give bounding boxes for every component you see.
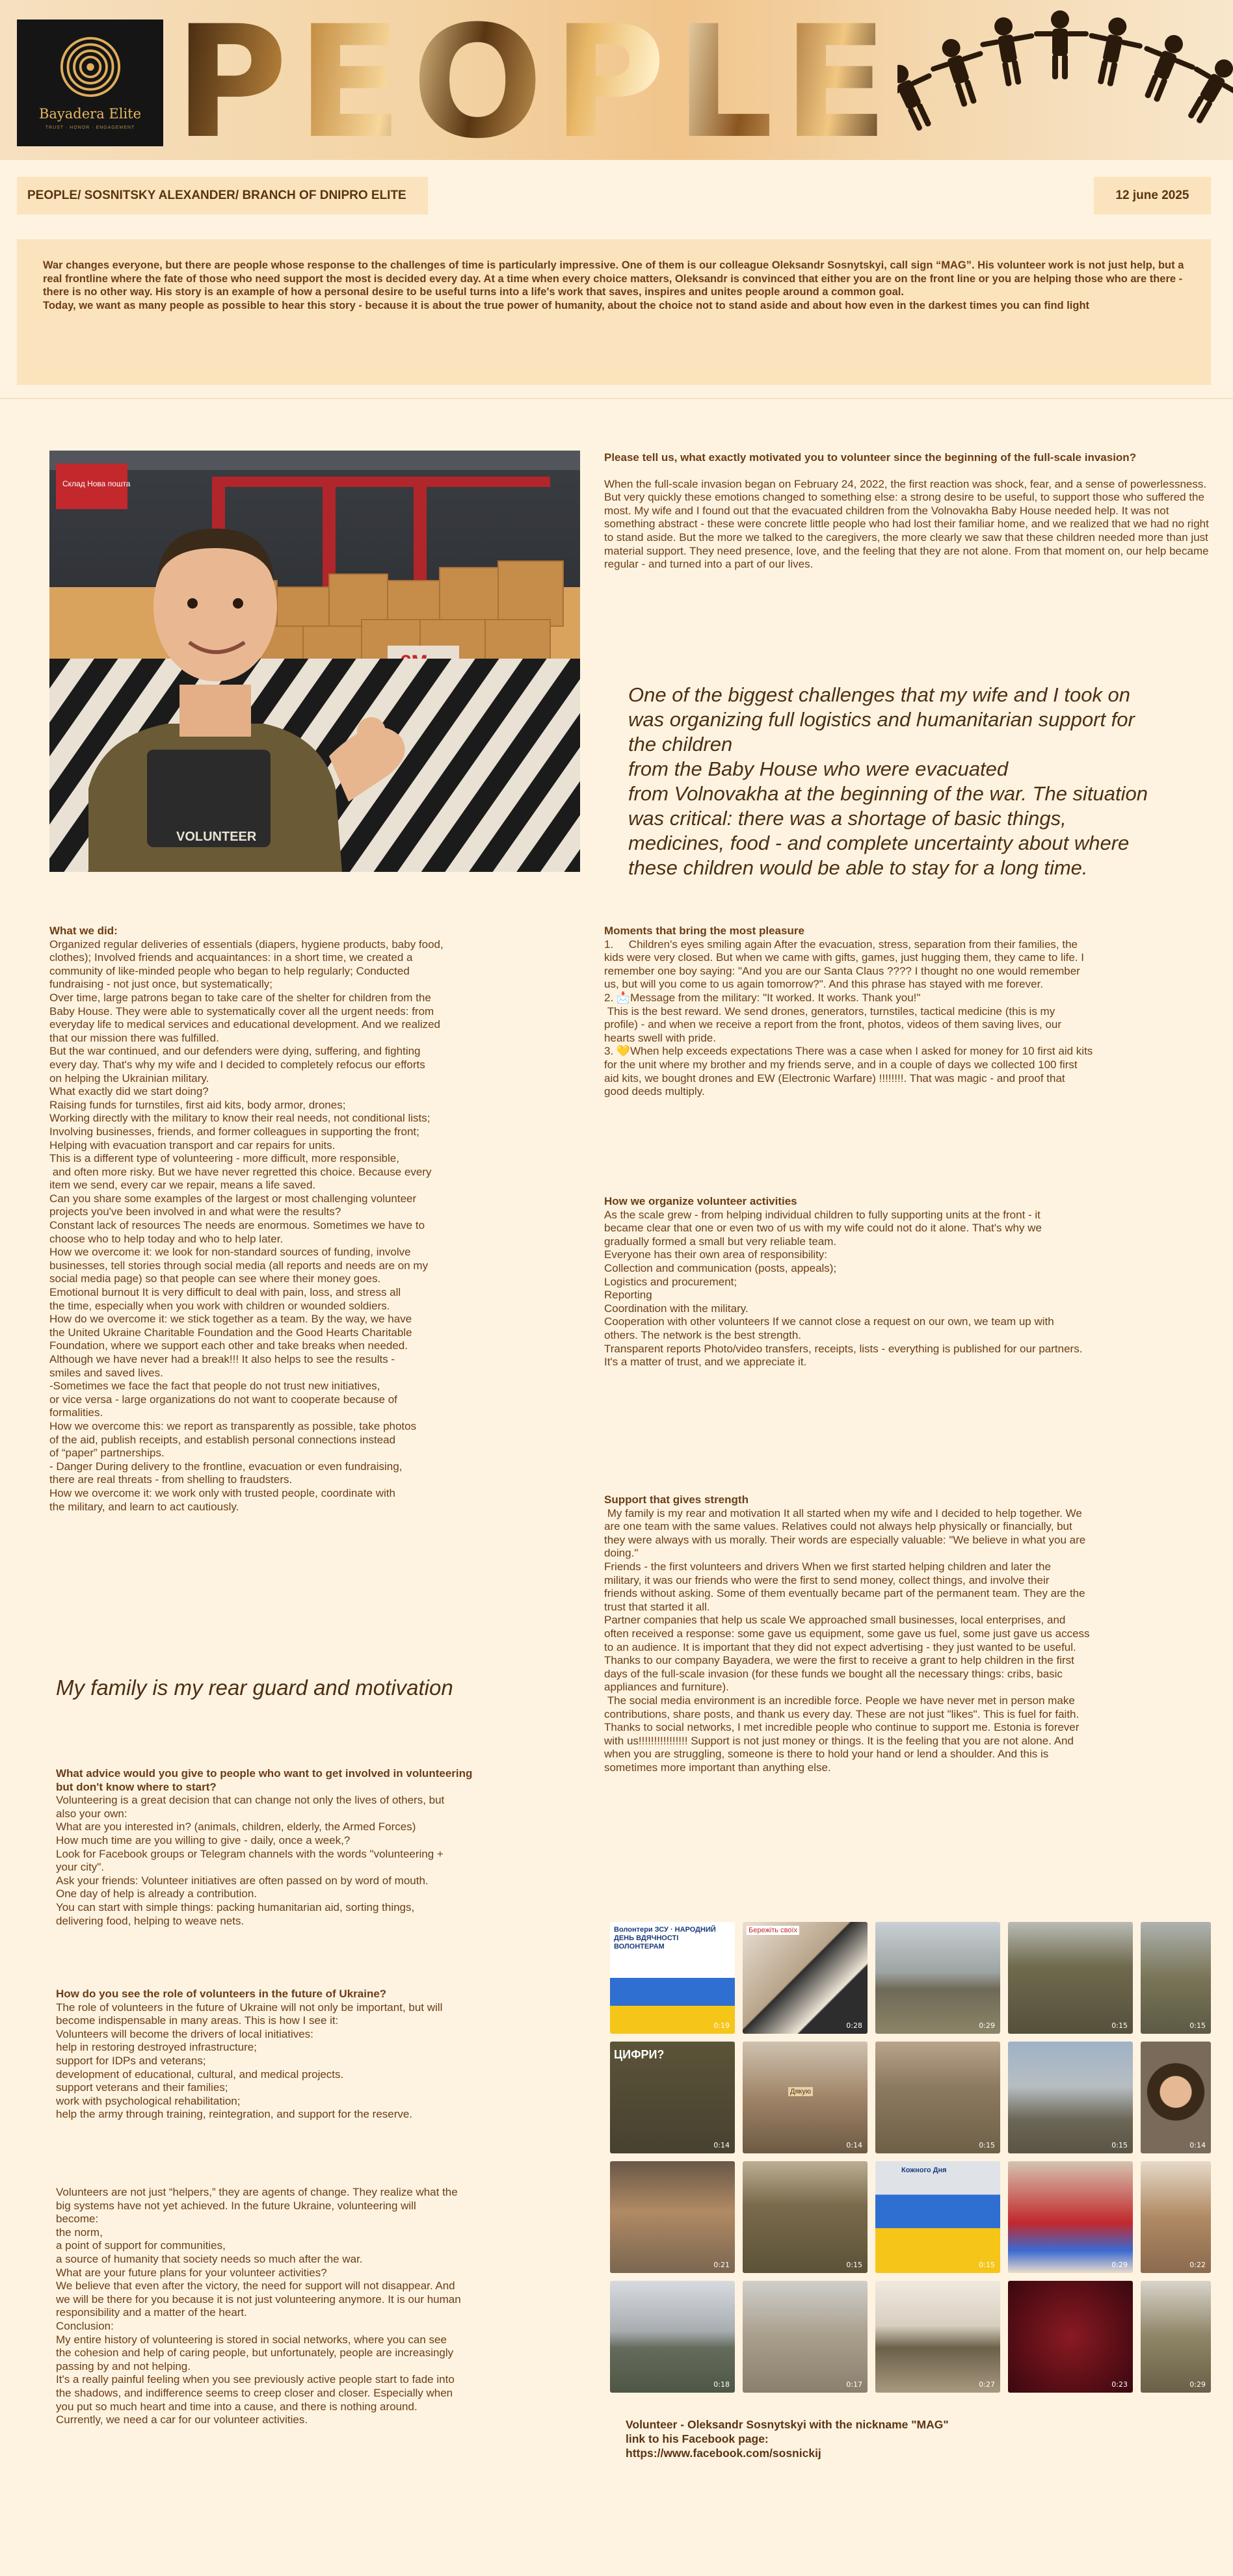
thumbnail-caption: Дякую <box>788 2087 813 2096</box>
section-line: of the aid, publish receipts, and establish personal connections instead <box>49 1433 396 1446</box>
section-line: Can you share some examples of the largest or most challenging volunteer <box>49 1192 417 1205</box>
concentric-rings-icon <box>59 36 122 98</box>
section-line: on helping the Ukrainian military. <box>49 1071 209 1084</box>
section-line: fundraising - not just once, but systematically; <box>49 978 272 991</box>
section-line: Friends - the first volunteers and drivers When we first started helping children and later the <box>604 1560 1051 1573</box>
section-line: Everyone has their own area of responsibility: <box>604 1248 828 1261</box>
quote-line: from the Baby House who were evacuated <box>628 757 1009 780</box>
banner-title: PEOPLE <box>174 0 898 160</box>
thumbnail-caption: ЦИФРИ? <box>614 2048 665 2061</box>
credit-line: link to his Facebook page: <box>626 2432 769 2445</box>
section-line: How we overcome it: we look for non-standard sources of funding, involve <box>49 1246 411 1259</box>
logo-tagline: TRUST · HONOR · ENGAGEMENT <box>45 125 135 130</box>
section-line: everyday life to medical services and educational development. And we realized <box>49 1018 441 1031</box>
section-line: Partner companies that help us scale We approached small businesses, local enterprises, and <box>604 1614 1066 1627</box>
section-line: One day of help is already a contribution. <box>56 1887 258 1900</box>
warehouse-sign: Склад Нова пошта <box>62 479 131 488</box>
video-duration: 0:29 <box>1189 2380 1206 2389</box>
section-line: of “paper” partnerships. <box>49 1447 165 1460</box>
section-line: Volunteers are not just “helpers,” they are agents of change. They realize what the <box>56 2186 458 2198</box>
section-line: Currently, we need a car for our volunteer activities. <box>56 2413 308 2426</box>
section-line: 3. 💛When help exceeds expectations There was a case when I asked for money for 10 first aid kits <box>604 1045 1093 1058</box>
section-line: are one team with the same values. Relatives could not always help physically or financially, but <box>604 1520 1072 1533</box>
section-line: It's a really painful feeling when you see previously active people start to fade into <box>56 2373 455 2386</box>
section-line: Volunteers will become the drivers of local initiatives: <box>56 2027 313 2040</box>
section-line: Reporting <box>604 1289 652 1302</box>
section-line: The role of volunteers in the future of Ukraine will not only be important, but will <box>56 2001 443 2014</box>
section-line: and often more risky. But we have never regretted this choice. Because every <box>49 1165 432 1178</box>
video-thumbnail[interactable] <box>610 2281 735 2393</box>
video-duration: 0:29 <box>1111 2261 1128 2269</box>
video-duration: 0:17 <box>846 2380 862 2389</box>
section-heading: Support that gives strength <box>604 1493 749 1506</box>
section-line: they were always with us morally. Their words are especially valuable: "We believe in what you are <box>604 1533 1086 1546</box>
section-line: with us!!!!!!!!!!!!!!!! Support is not just money or things. It is the feeling that you are not alone. And <box>604 1734 1074 1747</box>
section-line: Thanks to our company Bayadera, we were the first to receive a grant to help children in the first <box>604 1654 1074 1667</box>
video-thumbnail[interactable] <box>743 2042 868 2153</box>
section-line: But the war continued, and our defenders were dying, suffering, and fighting <box>49 1045 421 1058</box>
video-duration: 0:15 <box>1189 2021 1206 2030</box>
section-line: the United Ukraine Charitable Foundation and the Good Hearts Charitable <box>49 1326 412 1339</box>
thumbnail-caption: Волонтери ЗСУ · НАРОДНИЙ ДЕНЬ ВДЯЧНОСТІ ВОЛОНТЕРАМ <box>614 1926 716 1951</box>
section-heading: How do you see the role of volunteers in the future of Ukraine? <box>56 1988 387 2000</box>
intro-paragraph: Today, we want as many people as possible to hear this story - because it is about the true power of humanity, about the choice not to stand aside and about how even in the darkest times you can find light <box>43 299 1090 311</box>
video-thumbnail[interactable] <box>743 2161 868 2273</box>
section-line: others. The network is the best strength. <box>604 1328 802 1341</box>
section-future <box>56 1988 589 2122</box>
section-line: support veterans and their families; <box>56 2081 228 2094</box>
breadcrumb[interactable]: PEOPLE/ SOSNITSKY ALEXANDER/ BRANCH OF DNIPRO ELITE <box>17 177 428 215</box>
video-duration: 0:14 <box>1189 2141 1206 2149</box>
video-thumbnail[interactable] <box>610 2042 735 2153</box>
section-advice <box>56 1767 589 1928</box>
section-line: hearts swell with pride. <box>604 1031 716 1044</box>
video-duration: 0:22 <box>1189 2261 1206 2269</box>
section-line: Organized regular deliveries of essentials (diapers, hygiene products, baby food, <box>49 938 444 951</box>
video-thumbnail[interactable] <box>875 2281 1000 2393</box>
section-line: What are you interested in? (animals, children, elderly, the Armed Forces) <box>56 1820 416 1833</box>
section-line: Involving businesses, friends, and former colleagues in supporting the front; <box>49 1125 419 1138</box>
video-thumbnail[interactable] <box>1141 2042 1211 2153</box>
section-line: How do we overcome it: we stick together as a team. By the way, we have <box>49 1313 412 1326</box>
section-line: also your own: <box>56 1807 127 1820</box>
section-line: a point of support for communities, <box>56 2239 226 2252</box>
section-heading: What advice would you give to people who want to get involved in volunteering <box>56 1767 473 1780</box>
quote-line: medicines, food - and complete uncertainty about where <box>628 832 1130 854</box>
section-line: Volunteering is a great decision that can change not only the lives of others, but <box>56 1794 445 1807</box>
video-duration: 0:15 <box>1111 2021 1128 2030</box>
video-thumbnail[interactable] <box>1008 2042 1133 2153</box>
section-line: My family is my rear and motivation It all started when my wife and I decided to help together. We <box>604 1506 1082 1519</box>
video-thumbnail[interactable] <box>875 1922 1000 2034</box>
section-line: delivering food, helping to weave nets. <box>56 1914 245 1927</box>
volunteer-credit <box>626 2417 949 2460</box>
section-line: How we overcome this: we report as transparently as possible, take photos <box>49 1419 417 1432</box>
section-line: Although we have never had a break!!! It also helps to see the results - <box>49 1353 395 1365</box>
section-line: It's a matter of trust, and we appreciate it. <box>604 1356 807 1369</box>
section-line: How we overcome it: we work only with trusted people, coordinate with <box>49 1486 395 1499</box>
section-line: became clear that one or even two of us with my wife could not do it alone. That's why we <box>604 1222 1042 1235</box>
warehouse-scene <box>49 451 580 872</box>
credit-line: Volunteer - Oleksandr Sosnytskyi with the nickname "MAG" <box>626 2418 949 2431</box>
section-line: Collection and communication (posts, appeals); <box>604 1261 837 1274</box>
video-duration: 0:14 <box>713 2141 730 2149</box>
section-line: Look for Facebook groups or Telegram channels with the words "volunteering + <box>56 1847 444 1860</box>
thumbnail-caption: Бережіть своїх <box>747 1926 799 1935</box>
hero-banner <box>0 0 1233 160</box>
section-line: the shadows, and indifference seems to creep closer and closer. Especially when <box>56 2386 453 2399</box>
video-thumbnail[interactable] <box>743 2281 868 2393</box>
section-line: responsibility and a matter of the heart. <box>56 2306 247 2319</box>
video-thumbnail[interactable] <box>1008 1922 1133 2034</box>
section-line: become indispensable in many areas. This is how I see it: <box>56 2014 339 2027</box>
section-line: every day. That's why my wife and I decided to completely refocus our efforts <box>49 1058 425 1071</box>
video-duration: 0:27 <box>979 2380 995 2389</box>
quote-line: was organizing full logistics and humanitarian support for <box>628 708 1135 731</box>
section-line: businesses, tell stories through social media (all reports and needs are on my <box>49 1259 429 1272</box>
section-line: Cooperation with other volunteers If we cannot close a request on our own, we team up with <box>604 1315 1054 1328</box>
section-line: help in restoring destroyed infrastructure; <box>56 2041 257 2054</box>
section-line: trust that started it all. <box>604 1600 710 1613</box>
section-line: the military, and learn to act cautiously. <box>49 1500 239 1513</box>
video-duration: 0:21 <box>713 2261 730 2269</box>
section-line: that our mission there was fulfilled. <box>49 1031 219 1044</box>
video-duration: 0:15 <box>1111 2141 1128 2149</box>
section-line: Conclusion: <box>56 2319 114 2332</box>
section-line: Raising funds for turnstiles, first aid kits, body armor, drones; <box>49 1098 346 1111</box>
section-heading: Moments that bring the most pleasure <box>604 925 804 937</box>
section-line: the norm, <box>56 2226 103 2239</box>
section-line: to an audience. It is important that they did not expect advertising - they just wanted to be useful. <box>604 1640 1076 1653</box>
section-line: Working directly with the military to know their real needs, not conditional lists; <box>49 1112 431 1125</box>
video-duration: 0:15 <box>846 2261 862 2269</box>
section-organize <box>604 1195 1215 1369</box>
section-heading: How we organize volunteer activities <box>604 1195 797 1207</box>
section-line: Constant lack of resources The needs are enormous. Sometimes we have to <box>49 1219 425 1232</box>
section-line: community of like-minded people who began to help regularly; Conducted <box>49 964 410 977</box>
video-thumbnail[interactable] <box>1008 2161 1133 2273</box>
section-line: - Danger During delivery to the frontline, evacuation or even fundraising, <box>49 1460 403 1473</box>
section-line: development of educational, cultural, and medical projects. <box>56 2068 344 2081</box>
video-duration: 0:23 <box>1111 2380 1128 2389</box>
section-line: work with psychological rehabilitation; <box>56 2094 241 2107</box>
video-thumbnail[interactable] <box>875 2042 1000 2153</box>
section-line: military, it was our friends who were the first to send money, collect things, and involve their <box>604 1573 1050 1586</box>
section-line: What exactly did we start doing? <box>49 1085 209 1098</box>
section-line: social media page) so that people can see where their money goes. <box>49 1272 381 1285</box>
section-line: good deeds multiply. <box>604 1085 705 1098</box>
video-thumbnail[interactable] <box>1008 2281 1133 2393</box>
section-agents-of-change <box>56 2186 589 2427</box>
publish-date: 12 june 2025 <box>1094 177 1211 215</box>
video-gallery <box>610 1922 1211 2398</box>
section-line: This is a different type of volunteering - more difficult, more responsible, <box>49 1152 399 1165</box>
section-line: big systems have not yet achieved. In the future Ukraine, volunteering will <box>56 2199 416 2212</box>
section-line: a source of humanity that society needs so much after the war. <box>56 2252 363 2265</box>
section-body: When the full-scale invasion began on February 24, 2022, the first reaction was shock, fear, and a sense of powerlessness. But very quickly these emotions changed to something else: a strong desire to be useful, to support those who suffered the most. My wife and I found out that the evacuated children from the Volnovakha Baby House needed help. It was not something abstract - these were concrete little people who had lost their familiar home, and we realized that we had no right to stand aside. But the more we talked to the caregivers, the more clearly we saw that these children needed more than just material support. They need presence, love, and the feeling that they are not alone. From that moment on, our help became regular - and turned into a part of our lives. <box>604 477 1212 571</box>
section-line: profile) - and when we receive a report from the front, photos, videos of them saving lives, our <box>604 1018 1062 1031</box>
section-line: friends without asking. Some of them eventually became part of the permanent team. They are the <box>604 1587 1085 1600</box>
section-line: Logistics and procurement; <box>604 1275 737 1288</box>
video-duration: 0:18 <box>713 2380 730 2389</box>
video-duration: 0:15 <box>979 2141 995 2149</box>
section-line: clothes); Involved friends and acquaintances: in a short time, we created a <box>49 951 413 964</box>
thumbnail-caption: Кожного Дня <box>901 2166 947 2174</box>
section-line: choose who to help today and who to help later. <box>49 1232 284 1245</box>
section-line: Baby House. They were able to systematically cover all the urgent needs: from <box>49 1005 434 1018</box>
section-line: doing." <box>604 1547 639 1560</box>
video-thumbnail[interactable] <box>875 2161 1000 2273</box>
video-duration: 0:19 <box>713 2021 730 2030</box>
video-thumbnail[interactable] <box>1141 1922 1211 2034</box>
section-what-we-did <box>49 925 583 1514</box>
quote-line: from Volnovakha at the beginning of the war. The situation <box>628 782 1148 805</box>
paper-people-chain-icon <box>897 0 1233 160</box>
section-line: What are your future plans for your volunteer activities? <box>56 2266 327 2279</box>
video-thumbnail[interactable] <box>1141 2161 1211 2273</box>
shirt-print: VOLUNTEER <box>176 830 257 844</box>
section-line: sometimes more important than anything else. <box>604 1761 831 1774</box>
section-line: 2. 📩Message from the military: "It worked. It works. Thank you!" <box>604 991 921 1004</box>
section-line: item we send, every car we repair, means a life saved. <box>49 1179 316 1192</box>
section-line: days of the full-scale invasion (for these funds we bought all the necessary things: cribs, basic <box>604 1667 1063 1680</box>
section-line: us, but will you come to us again tomorrow?". And this phrase has stayed with me forever. <box>604 978 1044 991</box>
section-line: you put so much heart and time into a cause, and there is nothing around. <box>56 2400 418 2413</box>
section-line: for the unit where my brother and my friends serve, and in a couple of days we collected 100 first <box>604 1058 1078 1071</box>
section-line: As the scale grew - from helping individual children to fully supporting units at the front - it <box>604 1208 1041 1221</box>
section-line: become: <box>56 2213 99 2226</box>
quote-line: the children <box>628 733 733 756</box>
video-thumbnail[interactable] <box>610 2161 735 2273</box>
section-divider <box>0 398 1233 399</box>
section-line: Ask your friends: Volunteer initiatives are often passed on by word of mouth. <box>56 1874 429 1887</box>
section-line: the cohesion and help of caring people, but unfortunately, people are increasingly <box>56 2346 454 2359</box>
section-line: appliances and furniture). <box>604 1681 729 1694</box>
section-line: -Sometimes we face the fact that people do not trust new initiatives, <box>49 1380 380 1393</box>
section-motivation <box>604 451 1215 572</box>
video-thumbnail[interactable] <box>610 1922 735 2034</box>
video-duration: 0:15 <box>979 2261 995 2269</box>
video-duration: 0:28 <box>846 2021 862 2030</box>
video-thumbnail[interactable] <box>743 1922 868 2034</box>
pull-quote <box>628 683 1213 880</box>
section-line: This is the best reward. We send drones, generators, turnstiles, tactical medicine (this is my <box>604 1005 1055 1018</box>
section-line: your city". <box>56 1861 105 1874</box>
facebook-link[interactable]: https://www.facebook.com/sosnickij <box>626 2447 821 2460</box>
quote-line: these children would be able to stay for a long time. <box>628 856 1088 879</box>
section-line: Foundation, where we support each other and take breaks when needed. <box>49 1339 408 1352</box>
section-line: there are real threats - from shelling to fraudsters. <box>49 1473 293 1486</box>
section-line: Coordination with the military. <box>604 1302 749 1315</box>
section-line: contributions, share posts, and thank us every day. These are not just "likes". This is fuel for faith. <box>604 1707 1080 1720</box>
quote-line: was critical: there was a shortage of basic things, <box>628 807 1067 830</box>
pull-quote-family: My family is my rear guard and motivation <box>56 1676 453 1700</box>
section-line: Over time, large patrons began to take care of the shelter for children from the <box>49 991 431 1004</box>
section-heading: What we did: <box>49 925 118 937</box>
section-line: Thanks to social networks, I met incredible people who continue to support me. Estonia is forever <box>604 1721 1080 1734</box>
section-heading: Please tell us, what exactly motivated you to volunteer since the beginning of the full-scale invasion? <box>604 451 1137 464</box>
section-line: remember one boy saying: "And you are our Santa Claus ???? I thought no one would remember <box>604 964 1080 977</box>
volunteer-photo <box>49 451 580 872</box>
section-line: passing by and not helping. <box>56 2359 191 2372</box>
video-duration: 0:14 <box>846 2141 862 2149</box>
section-line: kids were very closed. But when we came with gifts, games, just hugging them, they came to life. I <box>604 951 1084 964</box>
intro-panel <box>17 239 1211 385</box>
section-line: My entire history of volunteering is stored in social networks, where you can see <box>56 2333 447 2346</box>
intro-paragraph: War changes everyone, but there are people whose response to the challenges of time is particularly impressive. One of them is our colleague Oleksandr Sosnytskyi, call sign “MAG”. His volunteer work is not just help, but a real frontline where the fate of those who need support the most is decided every day. At a time when every choice matters, Oleksandr is convinced that either you are on the front line or you are helping those who are there - there is no other way. His story is an example of how a personal desire to be useful turns into a life's work that saves, inspires and unites people around a common goal. <box>43 259 1184 298</box>
section-line: gradually formed a small but very reliable team. <box>604 1235 837 1248</box>
section-line: The social media environment is an incredible force. People we have never met in person make <box>604 1694 1075 1707</box>
section-line: Transparent reports Photo/video transfers, receipts, lists - everything is published for our partners. <box>604 1342 1083 1355</box>
section-moments <box>604 925 1215 1099</box>
section-line: smiles and saved lives. <box>49 1366 163 1379</box>
video-duration: 0:29 <box>979 2021 995 2030</box>
section-line: often received a response: some gave us equipment, some gave us fuel, some just gave us access <box>604 1627 1090 1640</box>
section-line: aid kits, we bought drones and EW (Electronic Warfare) !!!!!!!!. That was magic - and proof that <box>604 1071 1065 1084</box>
logo-name: Bayadera Elite <box>38 106 142 122</box>
section-line: when you are struggling, someone is there to hold your hand or lend a shoulder. And this is <box>604 1748 1049 1761</box>
section-line: 1. Children's eyes smiling again After the evacuation, stress, separation from their families, the <box>604 938 1078 951</box>
section-line: We believe that even after the victory, the need for support will not disappear. And <box>56 2280 455 2293</box>
section-line: Emotional burnout It is very difficult to deal with pain, loss, and stress all <box>49 1286 401 1299</box>
section-line: support for IDPs and veterans; <box>56 2054 206 2067</box>
section-line: You can start with simple things: packing humanitarian aid, sorting things, <box>56 1900 415 1913</box>
section-line: the time, especially when you work with children or wounded soldiers. <box>49 1299 390 1312</box>
section-line: or vice versa - large organizations do not want to cooperate because of <box>49 1393 397 1406</box>
section-line: help the army through training, reintegration, and support for the reserve. <box>56 2108 413 2121</box>
video-thumbnail[interactable] <box>1141 2281 1211 2393</box>
section-line: How much time are you willing to give - daily, once a week,? <box>56 1833 351 1847</box>
section-line: projects you've been involved in and what were the results? <box>49 1205 341 1218</box>
quote-line: One of the biggest challenges that my wife and I took on <box>628 683 1131 706</box>
company-logo[interactable] <box>17 20 163 146</box>
section-line: Helping with evacuation transport and car repairs for units. <box>49 1138 336 1151</box>
section-heading: but don't know where to start? <box>56 1780 217 1793</box>
section-line: formalities. <box>49 1406 103 1419</box>
section-line: we will be there for you because it is not just volunteering anymore. It is our human <box>56 2293 461 2306</box>
section-support <box>604 1493 1215 1774</box>
